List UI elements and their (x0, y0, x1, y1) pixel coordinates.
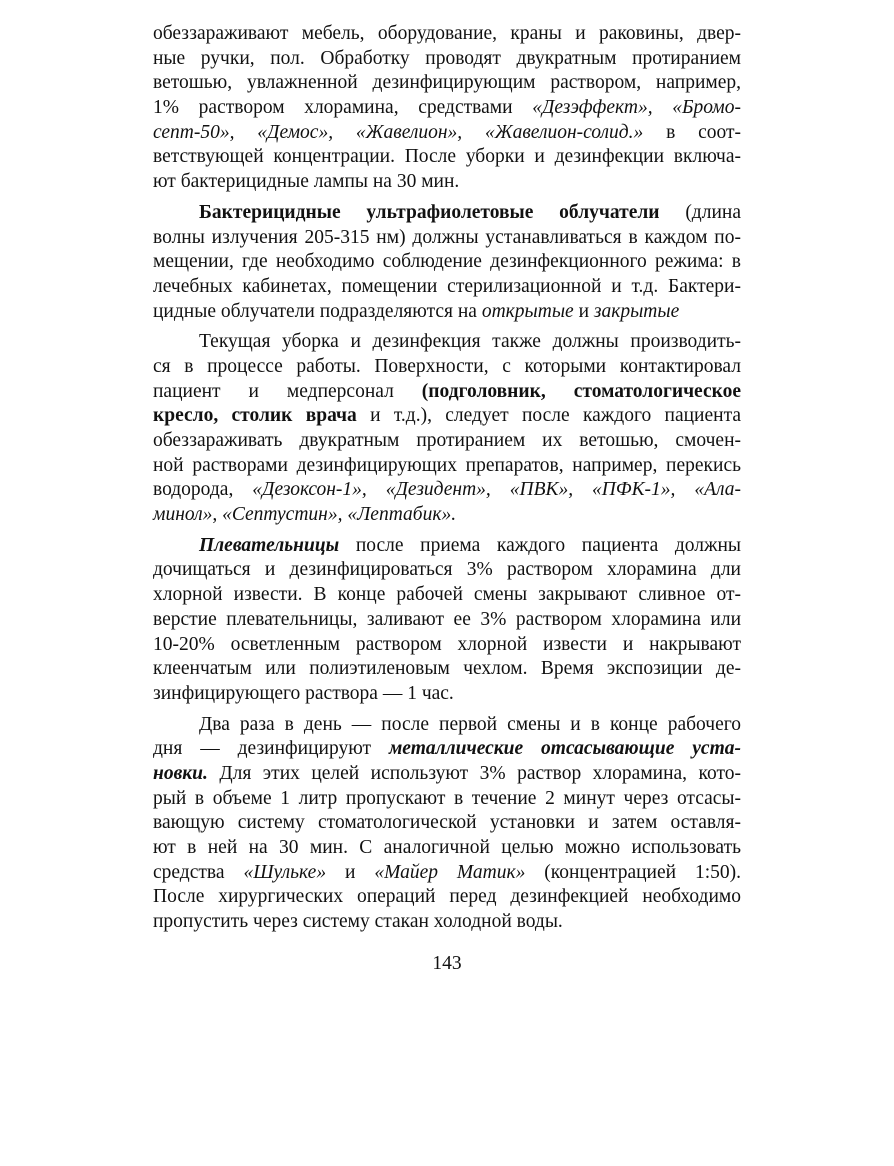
text-run: ной растворами дезинфицирующих препаратов, например, перекись (153, 454, 741, 476)
text-run: металлические отсасывающие уста- (388, 738, 741, 760)
text-line (153, 145, 741, 170)
text-line (153, 811, 741, 836)
text-line (153, 737, 741, 762)
text-run: 1% раствором хлорамина, средствами (153, 97, 533, 119)
text-line (153, 71, 741, 96)
text-run: «Шульке» (243, 861, 327, 883)
body-text (153, 22, 741, 935)
text-run: водорода, (153, 479, 253, 501)
text-line (153, 275, 741, 300)
text-line (153, 861, 741, 886)
text-run: обеззараживать двукратным протиранием их ветошью, смочен- (153, 430, 741, 451)
text-run: После хирургических операций перед дезинфекцией необходимо (153, 886, 741, 908)
text-line (153, 170, 741, 195)
text-run: мещении, где необходимо соблюдение дезинфекционного режима: в (153, 251, 741, 273)
text-run: минол», «Септустин», «Лептабик». (153, 504, 457, 526)
text-line (153, 96, 741, 121)
text-line (153, 762, 741, 787)
text-run: кресло, столик врача (153, 405, 357, 427)
text-line (153, 910, 741, 935)
text-run: септ-50», «Демос», «Жавелион», «Жавелион-солид.» (153, 121, 644, 143)
text-run: ют в ней на 30 мин. С аналогичной целью можно использовать (153, 837, 741, 858)
text-run: и (573, 300, 594, 322)
text-line (153, 503, 741, 528)
text-line (153, 404, 741, 429)
text-run: после приема каждого пациента должны (339, 534, 741, 556)
text-run: Бактерицидные ультрафиолетовые облучатели (199, 201, 660, 223)
text-run: лечебных кабинетах, помещении стерилизационной и т.д. Бактери- (153, 275, 741, 297)
text-run: и т.д.), следует после каждого пациента (356, 405, 741, 427)
text-line (153, 330, 741, 355)
text-line (153, 47, 741, 72)
text-line (153, 836, 741, 861)
text-run: дочищаться и дезинфицироваться 3% раствором хлорамина дли (153, 559, 741, 581)
text-run: «Майер Матик» (374, 861, 526, 883)
text-line (153, 713, 741, 738)
text-run: Плевательницы (199, 534, 340, 556)
text-run: в соот- (643, 121, 742, 143)
text-run: ветствующей концентрации. После уборки и дезинфекции включа- (153, 146, 741, 168)
text-run: ся в процессе работы. Поверхности, с которыми контактировал (153, 355, 741, 377)
text-line (153, 454, 741, 479)
text-line (153, 429, 741, 454)
text-run: Для этих целей используют 3% раствор хлорамина, кото- (207, 762, 741, 784)
text-run: хлорной извести. В конце рабочей смены закрывают сливное от- (153, 584, 741, 606)
text-line (153, 608, 741, 633)
text-line (153, 226, 741, 251)
text-run: верстие плевательницы, заливают ее 3% раствором хлорамина или (153, 608, 741, 630)
text-line (153, 657, 741, 682)
text-run: цидные облучатели подразделяются на (153, 300, 482, 322)
text-run: дня — дезинфицируют (153, 738, 389, 760)
text-run: средства (153, 861, 244, 883)
text-run: новки. (153, 762, 208, 784)
text-run: (концентрацией 1:50). (525, 861, 742, 883)
text-run: Два раза в день — после первой смены и в конце рабочего (199, 713, 741, 735)
text-line (153, 478, 741, 503)
page-number: 143 (432, 953, 462, 974)
text-line (153, 121, 741, 146)
text-line (153, 355, 741, 380)
text-run: (подголовник, стоматологическое (421, 380, 741, 402)
text-run: и (326, 861, 375, 883)
text-run: (длина (659, 201, 741, 223)
text-run: «Дезэффект», «Бромо- (532, 97, 741, 119)
text-run: открытые (481, 300, 574, 322)
text-line (153, 201, 741, 226)
text-run: пропустить через систему стакан холодной воды. (153, 911, 563, 933)
text-run: ные ручки, пол. Обработку проводят двукратным протиранием (153, 47, 741, 69)
text-run: ветошью, увлажненной дезинфицирующим раствором, например, (153, 72, 741, 94)
text-line (153, 300, 741, 325)
text-run: 10-20% осветленным раствором хлорной извести и накрывают (153, 633, 741, 655)
text-run: зинфицирующего раствора — 1 час. (153, 682, 454, 704)
text-run: пациент и медперсонал (153, 380, 422, 402)
text-line (153, 380, 741, 405)
text-run: клеенчатым или полиэтиленовым чехлом. Время экспозиции де- (153, 658, 741, 680)
text-run: закрытые (593, 300, 680, 322)
text-run: ют бактерицидные лампы на 30 мин. (153, 171, 460, 193)
text-line (153, 22, 741, 47)
text-line (153, 583, 741, 608)
text-line (153, 885, 741, 910)
text-line (153, 787, 741, 812)
text-run: вающую систему стоматологической установки и затем оставля- (153, 812, 741, 834)
text-line (153, 250, 741, 275)
text-run: Текущая уборка и дезинфекция также должны производить- (199, 331, 741, 353)
text-line (153, 558, 741, 583)
text-line (153, 682, 741, 707)
text-run: «Дезоксон-1», «Дезидент», «ПВК», «ПФК-1», «Ала- (252, 479, 742, 501)
text-line (153, 633, 741, 658)
text-run: обеззараживают мебель, оборудование, краны и раковины, двер- (153, 23, 741, 44)
text-line (153, 534, 741, 559)
text-run: рый в объеме 1 литр пропускают в течение 2 минут через отсасы- (153, 787, 741, 809)
text-run: волны излучения 205-315 нм) должны устанавливаться в каждом по- (153, 226, 741, 248)
